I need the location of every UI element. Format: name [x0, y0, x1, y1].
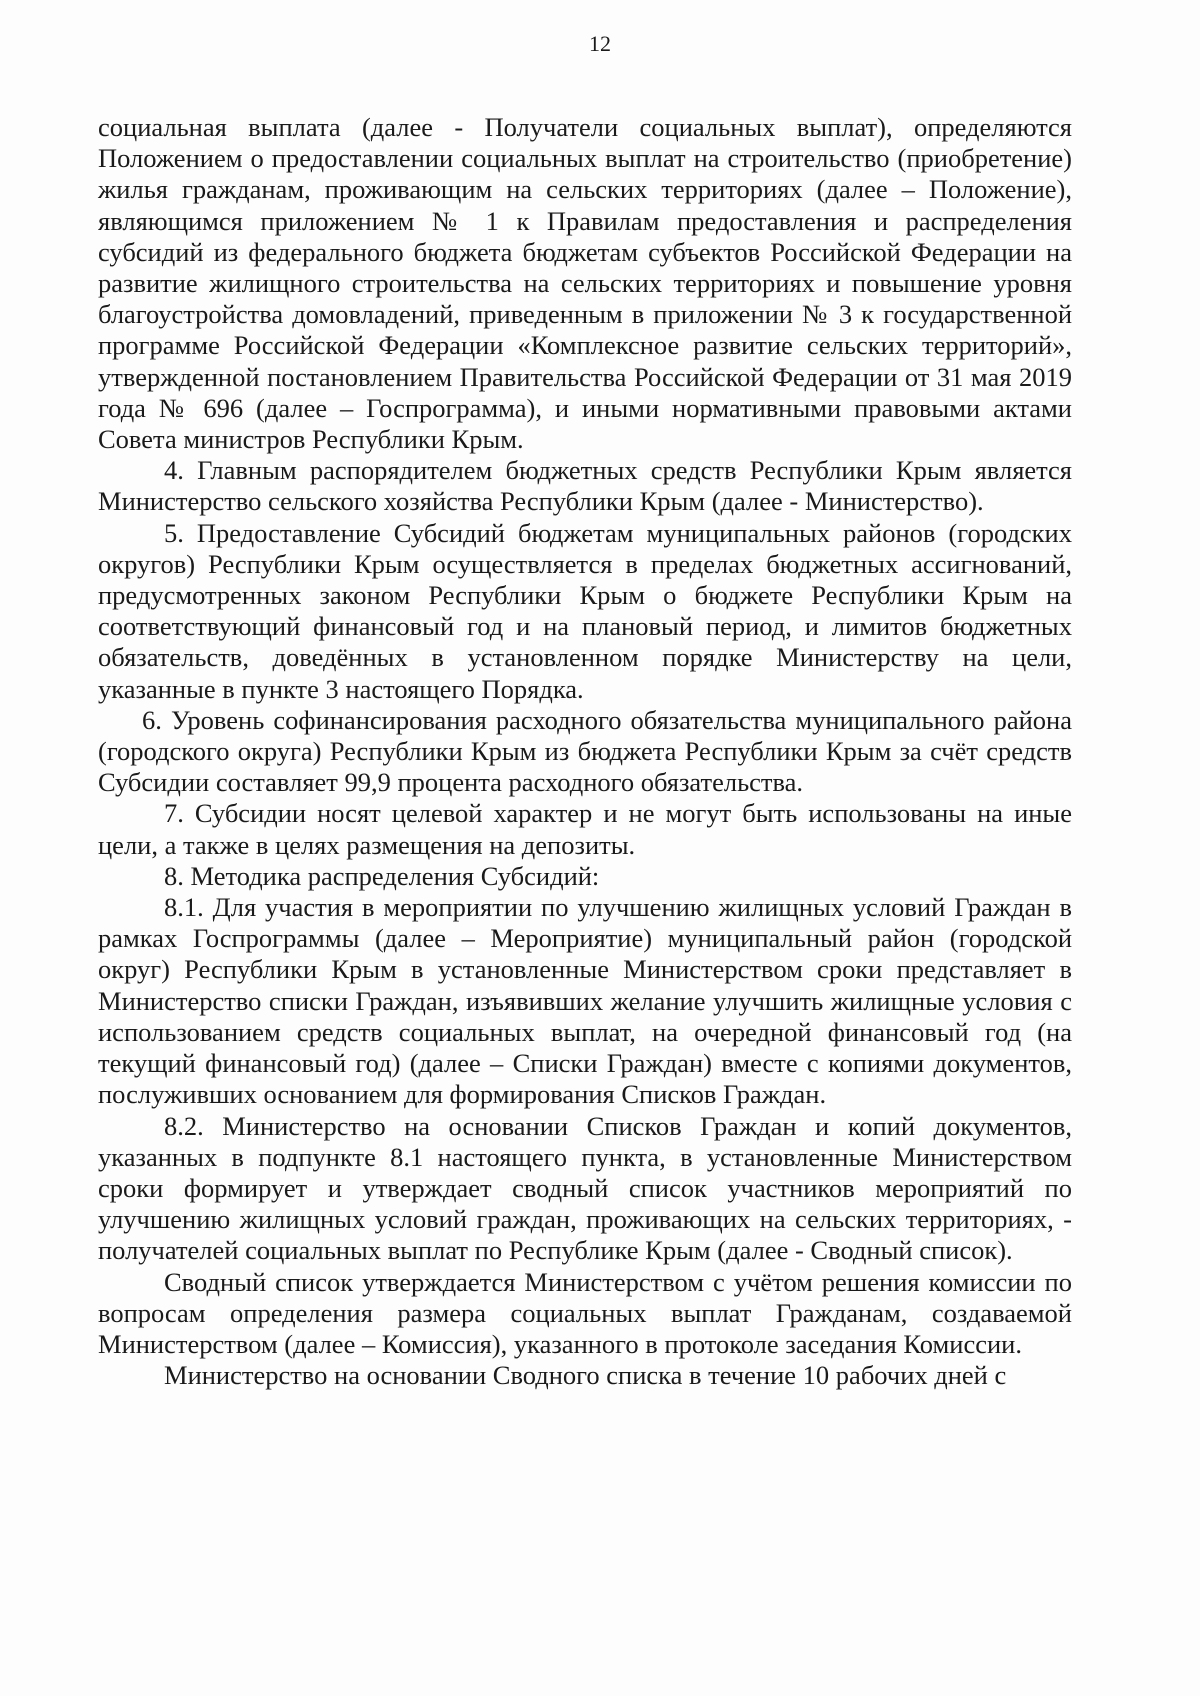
paragraph-item-8-2: 8.2. Министерство на основании Списков Граждан и копий документов, указанных в подпункте 8.1 настоящего пункта, в установленные Министерством сроки формирует и утверждает сводный список участников мероприятий по улучшению жилищных условий граждан, проживающих на сельских территориях, - получателей социальных выплат по Республике Крым (далее - Сводный список).	[98, 1110, 1072, 1266]
paragraph-item-7: 7. Субсидии носят целевой характер и не могут быть использованы на иные цели, а также в целях размещения на депозиты.	[98, 798, 1072, 860]
paragraph-item-6: 6. Уровень софинансирования расходного обязательства муниципального района (городского округа) Республики Крым из бюджета Республики Крым за счёт средств Субсидии составляет 99,9 процента расходного обязательства.	[98, 704, 1072, 798]
paragraph-continuation: социальная выплата (далее - Получатели социальных выплат), определяются Положением о предоставлении социальных выплат на строительство (приобретение) жилья гражданам, проживающим на сельских территориях (далее – Положение), являющимся приложением № 1 к Правилам предоставления и распределения субсидий из федерального бюджета бюджетам субъектов Российской Федерации на развитие жилищного строительства на сельских территориях и повышение уровня благоустройства домовладений, приведенным в приложении № 3 к государственной программе Российской Федерации «Комплексное развитие сельских территорий», утвержденной постановлением Правительства Российской Федерации от 31 мая 2019 года № 696 (далее – Госпрограмма), и иными нормативными правовыми актами Совета министров Республики Крым.	[98, 112, 1072, 455]
paragraph-item-8: 8. Методика распределения Субсидий:	[164, 860, 600, 891]
paragraph-item-4: 4. Главным распорядителем бюджетных средств Республики Крым является Министерство сельского хозяйства Республики Крым (далее - Министерство).	[98, 455, 1072, 517]
paragraph-summary-list: Сводный список утверждается Министерством с учётом решения комиссии по вопросам определения размера социальных выплат Гражданам, создаваемой Министерством (далее – Комиссия), указанного в протоколе заседания Комиссии.	[98, 1266, 1072, 1359]
document-body	[98, 112, 1072, 1391]
page-number: 12	[589, 31, 611, 56]
paragraph-item-5: 5. Предоставление Субсидий бюджетам муниципальных районов (городских округов) Республики Крым осуществляется в пределах бюджетных ассигнований, предусмотренных законом Республики Крым о бюджете Республики Крым на соответствующий финансовый год и на плановый период, и лимитов бюджетных обязательств, доведённых в установленном порядке Министерству на цели, указанные в пункте 3 настоящего Порядка.	[98, 517, 1072, 704]
paragraph-ministry-action: Министерство на основании Сводного списка в течение 10 рабочих дней с	[164, 1360, 1007, 1391]
paragraph-item-8-1: 8.1. Для участия в мероприятии по улучшению жилищных условий Граждан в рамках Госпрограммы (далее – Мероприятие) муниципальный район (городской округ) Республики Крым в установленные Министерством сроки представляет в Министерство списки Граждан, изъявивших желание улучшить жилищные условия с использованием средств социальных выплат, на очередной финансовый год (на текущий финансовый год) (далее – Списки Граждан) вместе с копиями документов, послуживших основанием для формирования Списков Граждан.	[98, 892, 1072, 1110]
